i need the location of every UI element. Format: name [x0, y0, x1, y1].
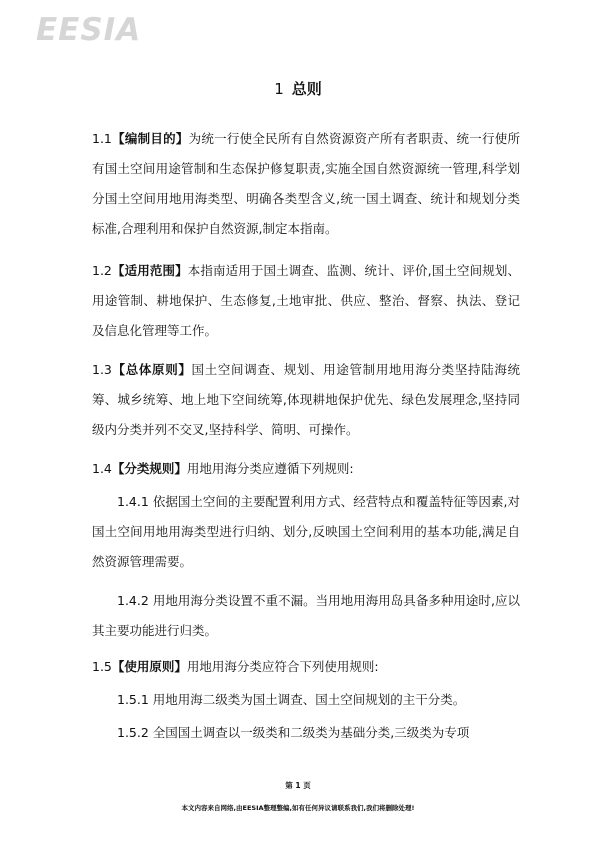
- clause-text: 本指南适用于国土调查、监测、统计、评价,国土空间规划、用途管制、耕地保护、生态修复,土地审批、供应、整治、督察、执法、登记及信息化管理等工作。: [92, 263, 520, 338]
- clause-text: 为统一行使全民所有自然资源资产所有者职责、统一行使所有国土空间用途管制和生态保护修复职责,实施全国自然资源统一管理,科学划分国土空间用地用海类型、明确各类型含义,统一国土调查、统计和规划分类标准,合理利用和保护自然资源,制定本指南。: [92, 131, 520, 236]
- clause-number: 1.4.2: [117, 593, 149, 608]
- clause-text: 依据国土空间的主要配置利用方式、经营特点和覆盖特征等因素,对国土空间用地用海类型进行归纳、划分,反映国土空间利用的基本功能,满足自然资源管理需要。: [92, 494, 520, 569]
- clause-tag: 【分类规则】: [111, 461, 187, 476]
- clause-number: 1.5: [92, 659, 112, 674]
- clause-number: 1.5.1: [117, 692, 149, 707]
- clause-number: 1.2: [92, 263, 112, 278]
- paragraph-1-2: [92, 256, 520, 346]
- clause-tag: 【适用范围】: [111, 263, 188, 278]
- section-title: [0, 78, 596, 100]
- section-number: 1: [274, 80, 284, 98]
- paragraph-1-4-2: [92, 586, 520, 646]
- paragraph-1-5-1: [92, 685, 520, 715]
- page-number: 第 1 页: [285, 781, 311, 790]
- clause-number: 1.4.1: [117, 494, 149, 509]
- paragraph-1-4: [92, 454, 520, 484]
- paragraph-1-1: [92, 124, 520, 244]
- clause-number: 1.3: [92, 362, 112, 377]
- clause-tag: 【使用原则】: [111, 659, 187, 674]
- eesia-logo: EESIA: [36, 12, 142, 48]
- clause-number: 1.1: [92, 131, 112, 146]
- clause-text: 用地用海分类应符合下列使用规则:: [186, 659, 379, 674]
- paragraph-1-3: [92, 355, 520, 445]
- clause-text: 用地用海分类设置不重不漏。当用地用海用岛具备多种用途时,应以其主要功能进行归类。: [92, 593, 520, 638]
- clause-number: 1.5.2: [117, 725, 149, 740]
- section-title-text: 总则: [291, 80, 322, 98]
- clause-text: 全国国土调查以一级类和二级类为基础分类,三级类为专项: [152, 725, 470, 740]
- clause-tag: 【总体原则】: [111, 362, 192, 377]
- paragraph-1-5: [92, 652, 520, 682]
- paragraph-1-4-1: [92, 487, 520, 577]
- clause-text: 用地用海二级类为国土调查、国土空间规划的主干分类。: [152, 692, 466, 707]
- clause-text: 国土空间调查、规划、用途管制用地用海分类坚持陆海统筹、城乡统筹、地上地下空间统筹,体现耕地保护优先、绿色发展理念,坚持同级内分类并列不交叉,坚持科学、简明、可操作。: [92, 362, 520, 437]
- paragraph-1-5-2: [92, 718, 520, 748]
- clause-text: 用地用海分类应遵循下列规则:: [186, 461, 354, 476]
- clause-tag: 【编制目的】: [111, 131, 189, 146]
- footer-disclaimer: 本文内容来自网络,由EESIA整理整编,如有任何异议请联系我们,我们将删除处理!: [181, 804, 415, 812]
- clause-number: 1.4: [92, 461, 112, 476]
